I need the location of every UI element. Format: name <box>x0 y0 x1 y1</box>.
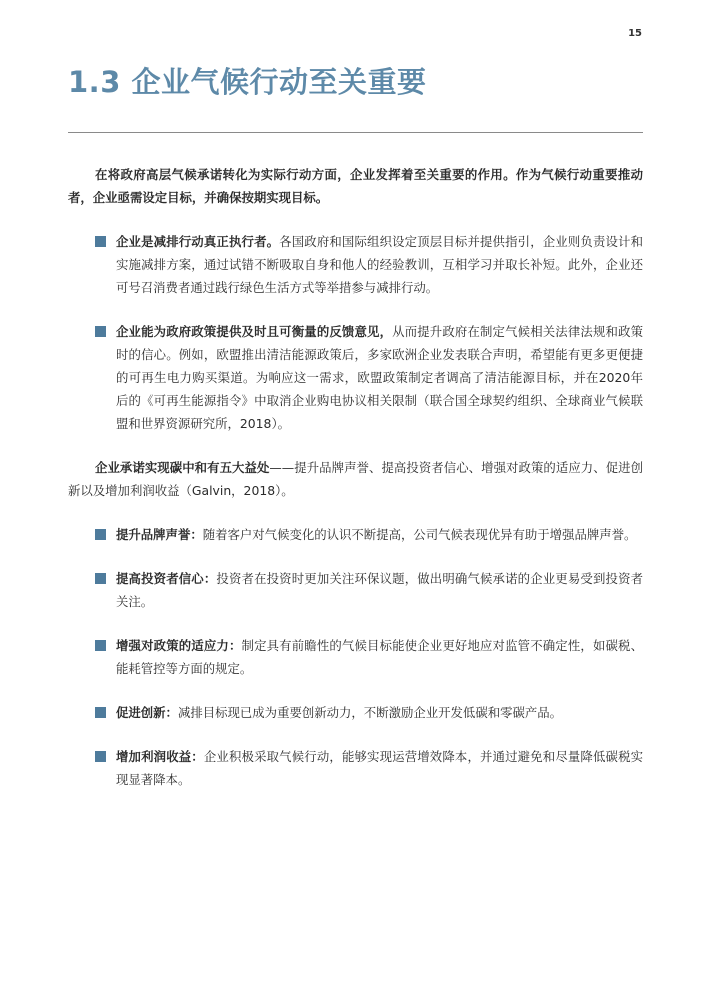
bullet-body: 从而提升政府在制定气候相关法律法规和政策时的信心。例如，欧盟推出清洁能源政策后，多家欧洲企业发表联合声明，希望能有更多更便捷的可再生电力购买渠道。为响应这一需求，欧盟政策制定者调高了清洁能源目标，并在2020年后的《可再生能源指令》中取消企业购电协议相关限制（联合国全球契约组织、全球商业气候联盟和世界资源研究所，2018）。 <box>116 324 644 431</box>
square-bullet-icon <box>95 573 106 584</box>
list-item <box>68 745 643 791</box>
bullet-lead: 促进创新： <box>116 705 178 720</box>
list-item <box>68 567 643 613</box>
list-item <box>68 320 643 435</box>
benefits-lead: 企业承诺实现碳中和有五大益处 <box>95 460 270 475</box>
list-item <box>68 634 643 680</box>
list-item <box>68 701 643 724</box>
page-title: 1.3 企业气候行动至关重要 <box>68 65 427 99</box>
bullet-lead: 提高投资者信心： <box>116 571 217 586</box>
square-bullet-icon <box>95 640 106 651</box>
bullet-body: 随着客户对气候变化的认识不断提高，公司气候表现优异有助于增强品牌声誉。 <box>202 527 637 542</box>
page-number: 15 <box>628 28 642 39</box>
list-item <box>68 230 643 299</box>
benefits-intro-paragraph <box>68 456 643 502</box>
bullet-lead: 提升品牌声誉： <box>116 527 203 542</box>
bullet-body: 各国政府和国际组织设定顶层目标并提供指引，企业则负责设计和实施减排方案，通过试错不断吸取自身和他人的经验教训，互相学习并取长补短。此外，企业还可号召消费者通过践行绿色生活方式等举措参与减排行动。 <box>116 234 644 295</box>
bullet-lead: 增加利润收益： <box>116 749 204 764</box>
bullet-body: 减排目标现已成为重要创新动力，不断激励企业开发低碳和零碳产品。 <box>177 705 563 720</box>
main-content <box>68 163 643 791</box>
bullet-lead: 企业是减排行动真正执行者。 <box>116 234 280 249</box>
list-item <box>68 523 643 546</box>
intro-paragraph: 在将政府高层气候承诺转化为实际行动方面，企业发挥着至关重要的作用。作为气候行动重要推动者，企业亟需设定目标，并确保按期实现目标。 <box>68 167 643 205</box>
bullet-lead: 增强对政策的适应力： <box>116 638 242 653</box>
bullet-body: 制定具有前瞻性的气候目标能使企业更好地应对监管不确定性，如碳税、能耗管控等方面的规定。 <box>116 638 644 676</box>
square-bullet-icon <box>95 707 106 718</box>
square-bullet-icon <box>95 236 106 247</box>
benefits-body: ——提升品牌声誉、提高投资者信心、增强对政策的适应力、促进创新以及增加利润收益（Galvin，2018）。 <box>68 460 643 498</box>
bullet-body: 投资者在投资时更加关注环保议题，做出明确气候承诺的企业更易受到投资者关注。 <box>116 571 644 609</box>
square-bullet-icon <box>95 529 106 540</box>
bullet-body: 企业积极采取气候行动，能够实现运营增效降本，并通过避免和尽量降低碳税实现显著降本。 <box>116 749 644 787</box>
title-divider <box>68 132 643 133</box>
bullet-lead: 企业能为政府政策提供及时且可衡量的反馈意见， <box>116 324 393 339</box>
square-bullet-icon <box>95 751 106 762</box>
square-bullet-icon <box>95 326 106 337</box>
